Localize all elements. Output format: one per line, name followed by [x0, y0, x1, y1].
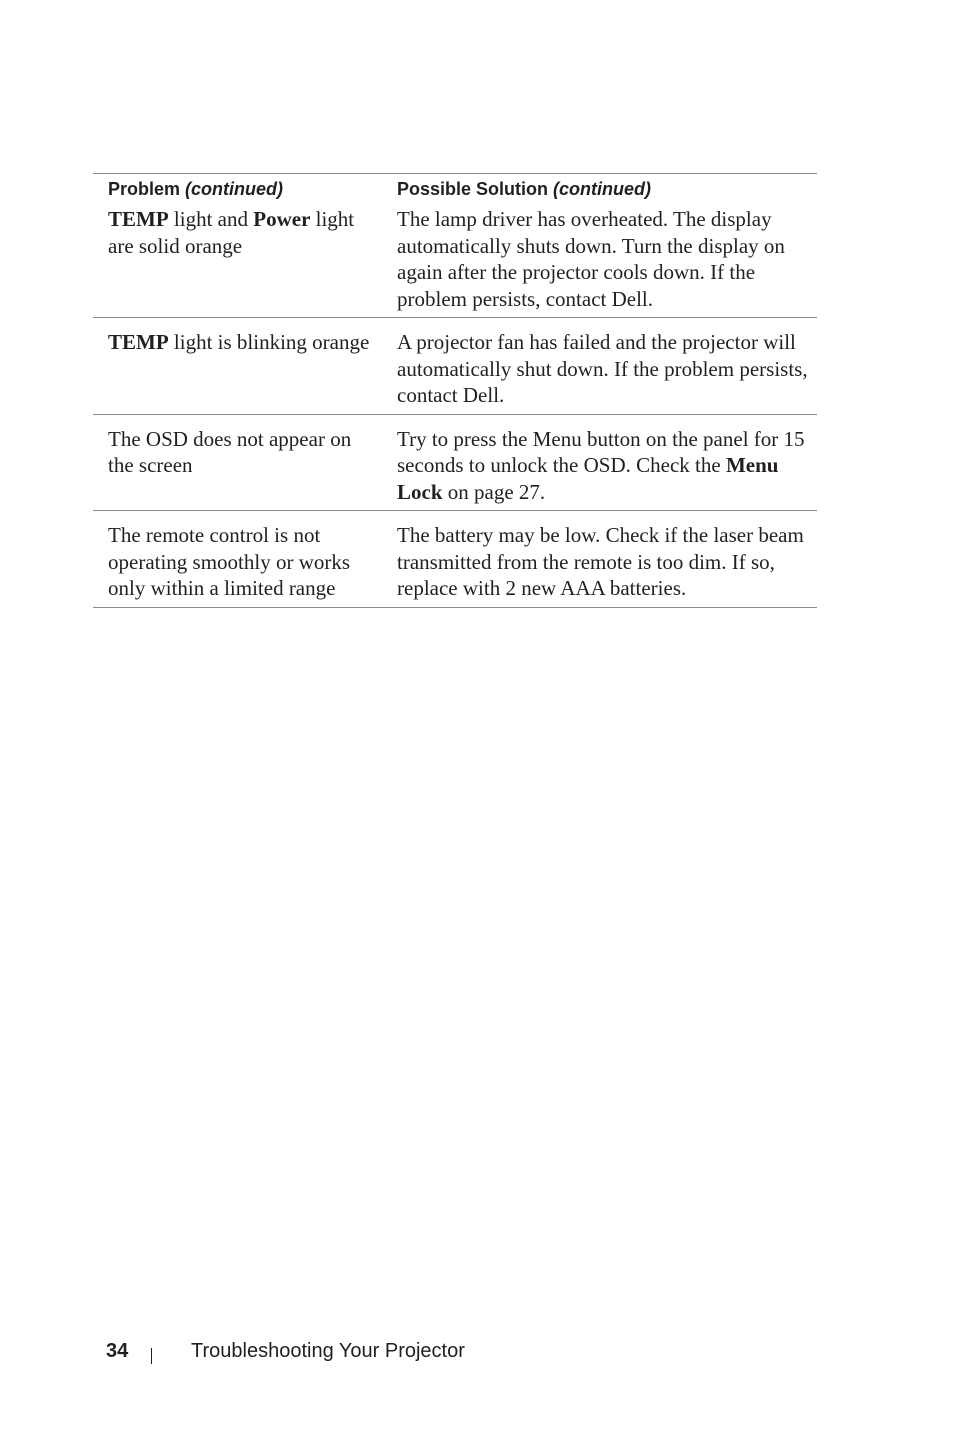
- table-row: [93, 511, 817, 608]
- table-row: [93, 205, 817, 318]
- keyword: Power: [253, 207, 311, 231]
- keyword: Menu Lock: [397, 453, 779, 504]
- solution-text: on page 27.: [442, 479, 546, 504]
- table-header-row: [93, 174, 817, 205]
- footer-divider: [151, 1348, 152, 1364]
- header-problem-label: Problem: [108, 179, 181, 199]
- keyword: TEMP: [108, 207, 169, 231]
- troubleshooting-table: [93, 173, 817, 608]
- problem-text: light is blinking orange: [168, 330, 370, 354]
- problem-cell: The remote control is not operating smoothly or works only within a limited range: [108, 523, 351, 600]
- solution-cell: The lamp driver has overheated. The display automatically shuts down. Turn the display on again after the projector cools down. If the problem persists, contact Dell.: [397, 207, 785, 311]
- header-problem-suffix: (continued): [185, 179, 284, 199]
- solution-cell: The battery may be low. Check if the laser beam transmitted from the remote is too dim. If so, replace with 2 new AAA batteries.: [397, 523, 804, 600]
- page-number: 34: [106, 1340, 129, 1362]
- header-solution-label: Possible Solution: [397, 179, 549, 199]
- solution-cell: [382, 415, 817, 511]
- header-solution-suffix: (continued): [553, 179, 652, 199]
- table-row: [93, 415, 817, 512]
- problem-cell: [93, 318, 382, 414]
- page-footer: [106, 1336, 465, 1366]
- problem-text: light are solid orange: [108, 207, 355, 258]
- problem-cell: The OSD does not appear on the screen: [108, 426, 352, 477]
- keyword: TEMP: [108, 330, 169, 354]
- problem-text: light and: [168, 207, 254, 231]
- problem-cell: [93, 205, 382, 317]
- section-title: Troubleshooting Your Projector: [191, 1340, 465, 1362]
- header-problem: [93, 174, 382, 205]
- table-row: [93, 318, 817, 415]
- header-solution: [382, 174, 817, 205]
- solution-cell: A projector fan has failed and the projector will automatically shut down. If the problem persists, contact Dell.: [397, 330, 808, 407]
- solution-text: Try to press the Menu button on the panel for 15 seconds to unlock the OSD. Check the: [397, 426, 805, 477]
